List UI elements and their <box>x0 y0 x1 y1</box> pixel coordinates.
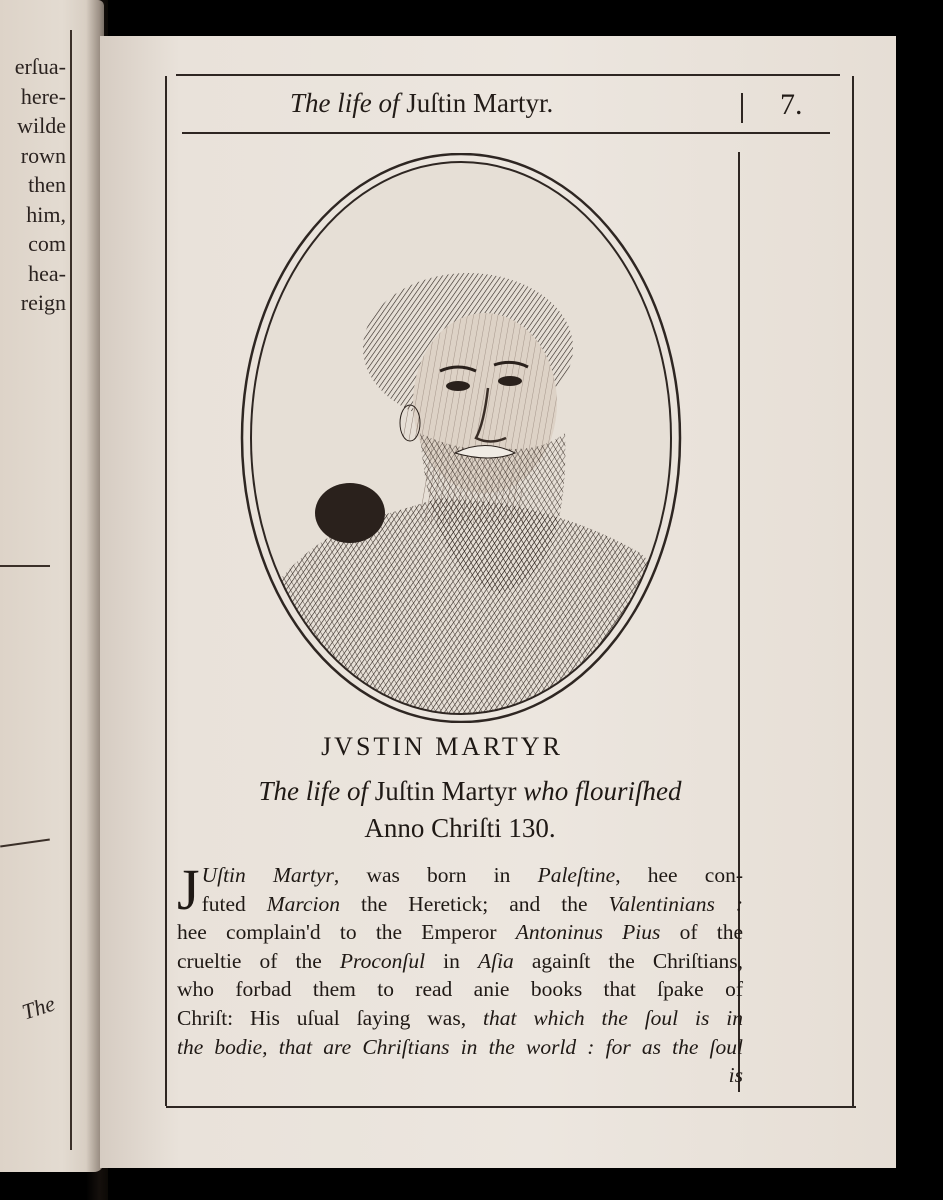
page-frame-right <box>852 76 854 1106</box>
engraved-portrait <box>240 153 682 723</box>
body-line <box>177 1033 743 1062</box>
body-run: who forbad them to read anie books that ſpake of <box>177 977 743 1002</box>
running-head <box>290 88 650 119</box>
body-paragraph <box>177 857 743 1090</box>
body-run-italic: that which the ſoul is in <box>482 1005 743 1030</box>
body-run-italic: the bodie, that are Chriſtians in the world : for as the ſoul <box>177 1034 743 1059</box>
body-line <box>177 890 743 919</box>
facing-page-rule <box>70 30 72 1150</box>
facing-page-line: hea- <box>28 260 66 286</box>
page-frame-header-rule <box>182 132 830 134</box>
chapter-title <box>210 776 730 807</box>
body-run-italic: Marcion <box>266 891 340 916</box>
body-run-italic: Valentinians : <box>608 891 743 916</box>
facing-page-line: then <box>28 172 66 197</box>
portrait-eye-left <box>446 381 470 391</box>
facing-page-line: him, <box>26 201 66 227</box>
body-run: againſt the Chriſtians, <box>513 948 743 973</box>
facing-page-text <box>15 52 66 318</box>
facing-page-line: wilde <box>17 113 66 138</box>
body-run: in <box>425 948 478 973</box>
page-frame-left <box>165 76 167 1106</box>
body-line <box>177 918 743 947</box>
body-run: of the <box>660 920 743 945</box>
body-line <box>177 1061 743 1090</box>
body-run: , was born in <box>333 863 538 887</box>
chapter-title-name: Juſtin Martyr <box>374 776 517 806</box>
body-run: futed <box>201 891 267 916</box>
body-run-italic: Paleſtine <box>537 863 616 887</box>
facing-page-line: erſua- <box>14 54 66 79</box>
facing-page-line: reign <box>20 290 66 315</box>
chapter-title-italic-tail: who flouriſhed <box>523 776 682 806</box>
body-run: , hee con- <box>615 863 743 887</box>
portrait-caption: JVSTIN MARTYR <box>321 732 563 761</box>
running-head-divider <box>741 93 743 123</box>
portrait-ear <box>400 405 420 441</box>
facing-page-divider <box>0 565 50 567</box>
facing-page-line: com <box>28 231 66 256</box>
body-line <box>177 1004 743 1033</box>
chapter-date: Anno Chriſti 130. <box>364 813 556 843</box>
body-line <box>177 947 743 976</box>
body-line <box>177 861 743 890</box>
body-run-italic: is <box>728 1063 743 1088</box>
portrait-robe-knot <box>315 483 385 543</box>
facing-page-catchword: The <box>18 990 58 1025</box>
body-run-italic: Proconſul <box>339 948 426 973</box>
body-run-italic: Aſia <box>477 948 514 973</box>
body-run: the Heretick; and the <box>340 891 609 916</box>
page-frame-bottom <box>166 1106 856 1108</box>
running-head-name: Juſtin Martyr. <box>406 88 554 118</box>
drop-cap: J <box>177 857 200 922</box>
page-frame-top <box>176 74 840 76</box>
running-head-prefix: The life of <box>290 88 400 118</box>
facing-page-line: rown <box>20 142 66 168</box>
facing-page-line: here- <box>20 83 66 109</box>
body-run: hee complain'd to the Emperor <box>177 920 516 945</box>
facing-page-divider <box>0 839 50 848</box>
chapter-title-italic: The life of <box>258 776 368 806</box>
page-number: 7. <box>780 88 803 121</box>
body-line <box>177 975 743 1004</box>
book-page <box>100 36 896 1168</box>
body-run-italic: Uſtin Martyr <box>201 863 334 887</box>
body-run-italic: Antoninus Pius <box>515 920 661 945</box>
body-run: Chriſt: His uſual ſaying was, <box>177 1005 483 1030</box>
body-run: crueltie of the <box>177 948 340 973</box>
portrait-eye-right <box>498 376 522 386</box>
